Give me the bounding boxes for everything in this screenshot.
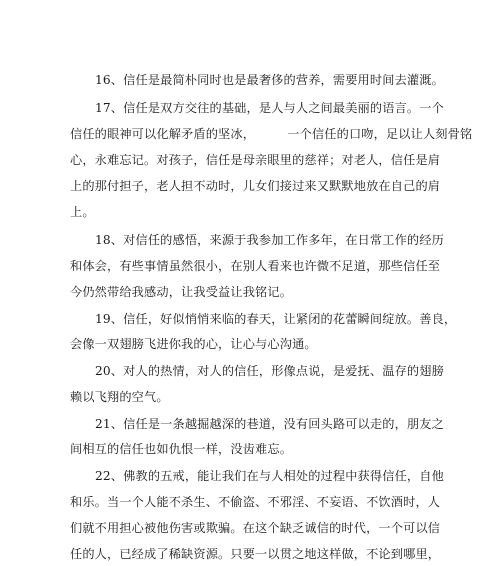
paragraph-18-line-2: 和体会，有些事情虽然很小，在别人看来也许微不足道，那些信任至 [70, 259, 441, 273]
paragraph-21-line-1: 21、信任是一条越掘越深的巷道，没有回头路可以走的，朋友之 [95, 417, 444, 431]
paragraph-22-line-2: 和乐。当一个人能不杀生、不偷盗、不邪淫、不妄语、不饮酒时，人 [70, 495, 441, 509]
paragraph-22-line-4: 任的人，已经成了稀缺资源。只要一以贯之地这样做，不论到哪里， [70, 547, 441, 561]
paragraph-17-line-5: 上。 [70, 205, 95, 219]
paragraph-20-line-2: 赖以飞翔的空气。 [70, 390, 169, 404]
paragraph-22-line-1: 22、佛教的五戒，能让我们在与人相处的过程中获得信任，自他 [95, 469, 444, 483]
paragraph-17-line-2: 信任的眼神可以化解矛盾的坚冰， 一个信任的口吻，足以让人刻骨铭 [70, 127, 473, 141]
paragraph-18-line-3: 今仍然带给我感动，让我受益让我铭记。 [70, 285, 293, 299]
paragraph-17-line-1: 17、信任是双方交往的基础，是人与人之间最美丽的语言。一个 [95, 101, 444, 115]
paragraph-21-line-2: 间相互的信任也如仇恨一样，没齿难忘。 [70, 442, 293, 456]
paragraph-22-line-3: 们就不用担心被他伤害或欺骗。在这个缺乏诚信的时代，一个可以信 [70, 521, 441, 535]
paragraph-20-line-1: 20、对人的热情，对人的信任，形像点说，是爱抚、温存的翅膀 [95, 364, 444, 378]
paragraph-17-line-3: 心，永难忘记。对孩子，信任是母亲眼里的慈祥；对老人，信任是肩 [70, 153, 441, 167]
paragraph-17-line-4: 上的那付担子，老人担不动时，儿女们接过来又默默地放在自己的肩 [70, 179, 441, 193]
paragraph-19-line-2: 会像一双翅膀飞进你我的心，让心与心沟通。 [70, 337, 317, 351]
paragraph-16-line-1: 16、信任是最简朴同时也是最奢侈的营养，需要用时间去灌溉。 [95, 73, 444, 87]
paragraph-18-line-1: 18、对信任的感悟，来源于我参加工作多年，在日常工作的经历 [95, 233, 444, 247]
paragraph-19-line-1: 19、信任，好似悄悄来临的春天，让紧闭的花蕾瞬间绽放。善良， [95, 312, 457, 326]
